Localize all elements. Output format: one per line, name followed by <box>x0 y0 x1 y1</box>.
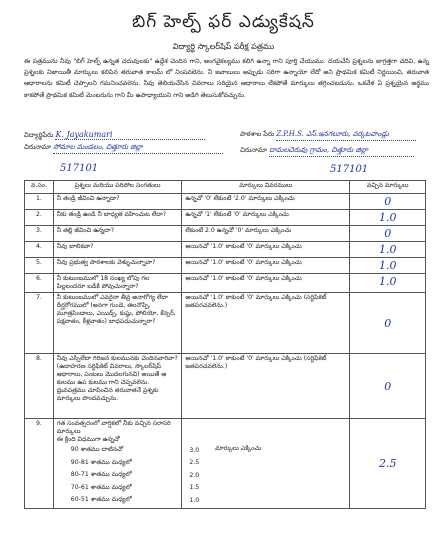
table-row <box>25 226 426 242</box>
row-guide: అయినచో '1.0' కాకుంటే '0' మార్కులు ఎక్కించు <box>182 242 350 258</box>
row-guide: అయినచో '1.0' కాకుంటే '0' మార్కులు ఎక్కించు (సర్టిఫికెట్ జతపరచవలెను.) <box>182 354 350 419</box>
row-question: నీ కుటుంబములో 18 సంఖ్య లోపు గల పిల్లలందరూ బడికి పోవుచున్నారా? <box>53 274 182 293</box>
row-question: నీ తండ్రి జీవించి ఉన్నాడా? <box>53 194 182 210</box>
row-number: 2. <box>25 210 54 226</box>
row-marks: 1.0 <box>350 210 426 226</box>
row-number: 7. <box>25 293 54 354</box>
band-item: 90-81 శాతము మధ్యలో <box>70 458 132 466</box>
row-marks: 0 <box>350 354 426 419</box>
band-item: 60-51 శాతము మధ్యలో <box>70 496 132 504</box>
row9-head: గత సంవత్సరంలో వార్షికలో నీకు వచ్చిన సరాసరి మార్కులు <box>56 420 171 435</box>
intro-paragraph: ఈ పత్రమును నీవు "బిగ్ హెల్ప్ ఉన్నత చదువులకు" ఉద్దేశ చెందిన గాని, అంగవైకల్యము కలిగి ఉన్నా గాని పూర్తి చేయుము. దయచేసి ప్రశ్నలను జాగ్రత్తగా చదివి, ఉన్న ప్రశ్నలకు నిజాయితీ మార్కులు కలిపిన తరువాత కాలమ్ లో నింపవలెను. నీ జవాబులు అప్పుడు సరిగా ఉన్నాయో లేదో అని ప్రాథమిక కమిటీ నిర్ణయించి, తరువాత ఆధారాలను కమిటీ చెప్పాలని గమనించవలెను. నీవు తెలియచేసిన వివరాలు సరియైన ఆధారాలు లేకపోతే మార్కులు తగ్గించబడును. ఒకవేళ ఏ ప్రశ్నయైన అర్థము కాకపోతే ప్రాథమిక కమిటీ మెంబరును గాని మీ ఉపాధ్యాయుని గాని అడిగి తెలుసుకోవచ్చును. <box>24 58 429 99</box>
row-question: నీవు బాలికవా? <box>53 242 182 258</box>
row-question: నీవు ఎస్సిలేదా గిరిజన కులమునకు చెందినవారివా? (ఉదాహరణ సర్టిఫికెట్ వివరాలు, స్కాలర్‌షిప్ ఆధారాలు, పంటలు మొదలగునవి) అయితే ఆ కులము ఉప కులము గాని చెప్పవలెను. ధ్రువపత్రము చూపించిన తరువాతనే ప్రశ్నకు మార్కులు పొందవచ్చును. <box>53 354 182 419</box>
row-guide: అయినచో '1.0' కాకుంటే '0' మార్కులు ఎక్కించు (సర్టిఫికెట్ జతపరచవలెను.) <box>182 293 350 354</box>
row-guide: ఉన్నచో '1' లేకుంటే '0' మార్కులు ఎక్కించు <box>182 210 350 226</box>
address-pin: 517101 <box>60 163 99 174</box>
row-marks: 1.0 <box>350 242 426 258</box>
table-row <box>25 354 426 419</box>
table-row <box>25 210 426 226</box>
header-guide: మార్కులు వివరములు <box>182 181 350 194</box>
scale-item: 2.0 <box>189 471 200 479</box>
row9-guide <box>182 419 350 509</box>
row-number: 1. <box>25 194 54 210</box>
row-number: 6. <box>25 274 54 293</box>
student-name-row <box>24 130 205 141</box>
table-row <box>25 274 426 293</box>
marks-table <box>24 180 426 509</box>
row-marks: 2.5 <box>350 419 426 509</box>
scale-item: 1.5 <box>189 484 200 492</box>
row-number: 8. <box>25 354 54 419</box>
header-serial: వ.సం. <box>25 181 54 194</box>
row-question-9 <box>53 419 182 509</box>
school-label: పాఠశాల పేరు <box>240 130 275 138</box>
band-item: 90 శాతము దాటినచో <box>70 446 124 453</box>
row-number: 3. <box>25 226 54 242</box>
table-header-row <box>25 181 426 194</box>
row9-bands <box>57 444 179 507</box>
row9-scale-note: మార్కులు ఎక్కించు <box>215 444 262 452</box>
row-question: నీవు ప్రభుత్వ పాఠశాలకు వెళ్ళుచున్నావా? <box>53 258 182 274</box>
student-name-label: విద్యార్థిపేరు <box>24 131 54 139</box>
band-item: 80-71 శాతము మధ్యలో <box>70 471 132 479</box>
row-number: 5. <box>25 258 54 274</box>
row-question: నీకు తండ్రి ఉండి నీ బాధ్యత వహించుట లేదా? <box>53 210 182 226</box>
header-question: ప్రశ్నలు మరియు పరిపోల సంగతులు <box>53 181 182 194</box>
row-marks: 0 <box>350 226 426 242</box>
row-guide: లేకుంటే 2.0 ఉన్నచో '0' మార్కులు ఎక్కించు <box>182 226 350 242</box>
table-row <box>25 293 426 354</box>
form-title: బిగ్ హెల్ప్ ఫర్ ఎడ్యుకేషన్ <box>132 12 315 32</box>
address2-pin: 517101 <box>330 164 369 175</box>
address2-label: చిరునామా <box>240 146 267 154</box>
school-row <box>240 130 416 141</box>
address-label: చిరునామా <box>24 143 51 151</box>
row-guide: అయినచో '1.0' కాకుంటే '0' మార్కులు ఎక్కించు <box>182 274 350 293</box>
address2-value: దామలచెరువు గ్రామం, చిత్తూరు జిల్లా <box>269 146 414 157</box>
row-marks: 0 <box>350 293 426 354</box>
table-row <box>25 242 426 258</box>
table-row <box>25 194 426 210</box>
table-row <box>25 258 426 274</box>
address-value: సోమాల మండలం, చిత్తూరు జిల్లా <box>53 143 223 154</box>
table-row <box>25 419 426 509</box>
row9-scale <box>189 445 199 507</box>
row-marks: 1.0 <box>350 258 426 274</box>
row-guide: ఉన్నచో '0' లేకుంటే '2.0' మార్కులు ఎక్కించు <box>182 194 350 210</box>
row-number: 9. <box>25 419 54 509</box>
scale-item: 3.0 <box>189 446 200 454</box>
row-guide: అయినచో '1.0' కాకుంటే '0' మార్కులు ఎక్కించు <box>182 258 350 274</box>
address-row <box>24 143 223 154</box>
header-marks: వచ్చిన మార్కులు <box>350 181 426 194</box>
scale-item: 2.5 <box>189 459 200 467</box>
student-name-value: K. Jayakumari <box>55 130 205 140</box>
row-number: 4. <box>25 242 54 258</box>
row-question: నీ కుటుంబములో ఎవరైనా తీవ్ర అనారోగ్య లేదా దీర్ఘరోగములో (అనగా గుండె, తలనొప్పి, మూత్రపిండాలు, ఎయిడ్స్, కుష్ఠు, పోలియో, కేన్సర్, పక్షవాతం, కీళ్లవాతం) బాధపడుచున్నారా? <box>53 293 182 354</box>
scale-item: 1.0 <box>189 496 200 504</box>
row-question: నీ తల్లి జీవించి ఉన్నదా? <box>53 226 182 242</box>
row-marks: 0 <box>350 194 426 210</box>
school-value: Z.P.H.S. ఎస్.ఇనగలూరు, వర్కటవాండ్లు <box>276 130 416 141</box>
row-marks: 1.0 <box>350 274 426 293</box>
row9-subhead: ఈ క్రింది విధముగా ఉన్నచో <box>56 436 120 443</box>
address2-row <box>240 146 414 157</box>
band-item: 70-61 శాతము మధ్యలో <box>70 483 132 491</box>
form-subtitle: విద్యార్థి స్కాలర్‌షిప్ పరీక్ష పత్రము <box>172 42 275 51</box>
